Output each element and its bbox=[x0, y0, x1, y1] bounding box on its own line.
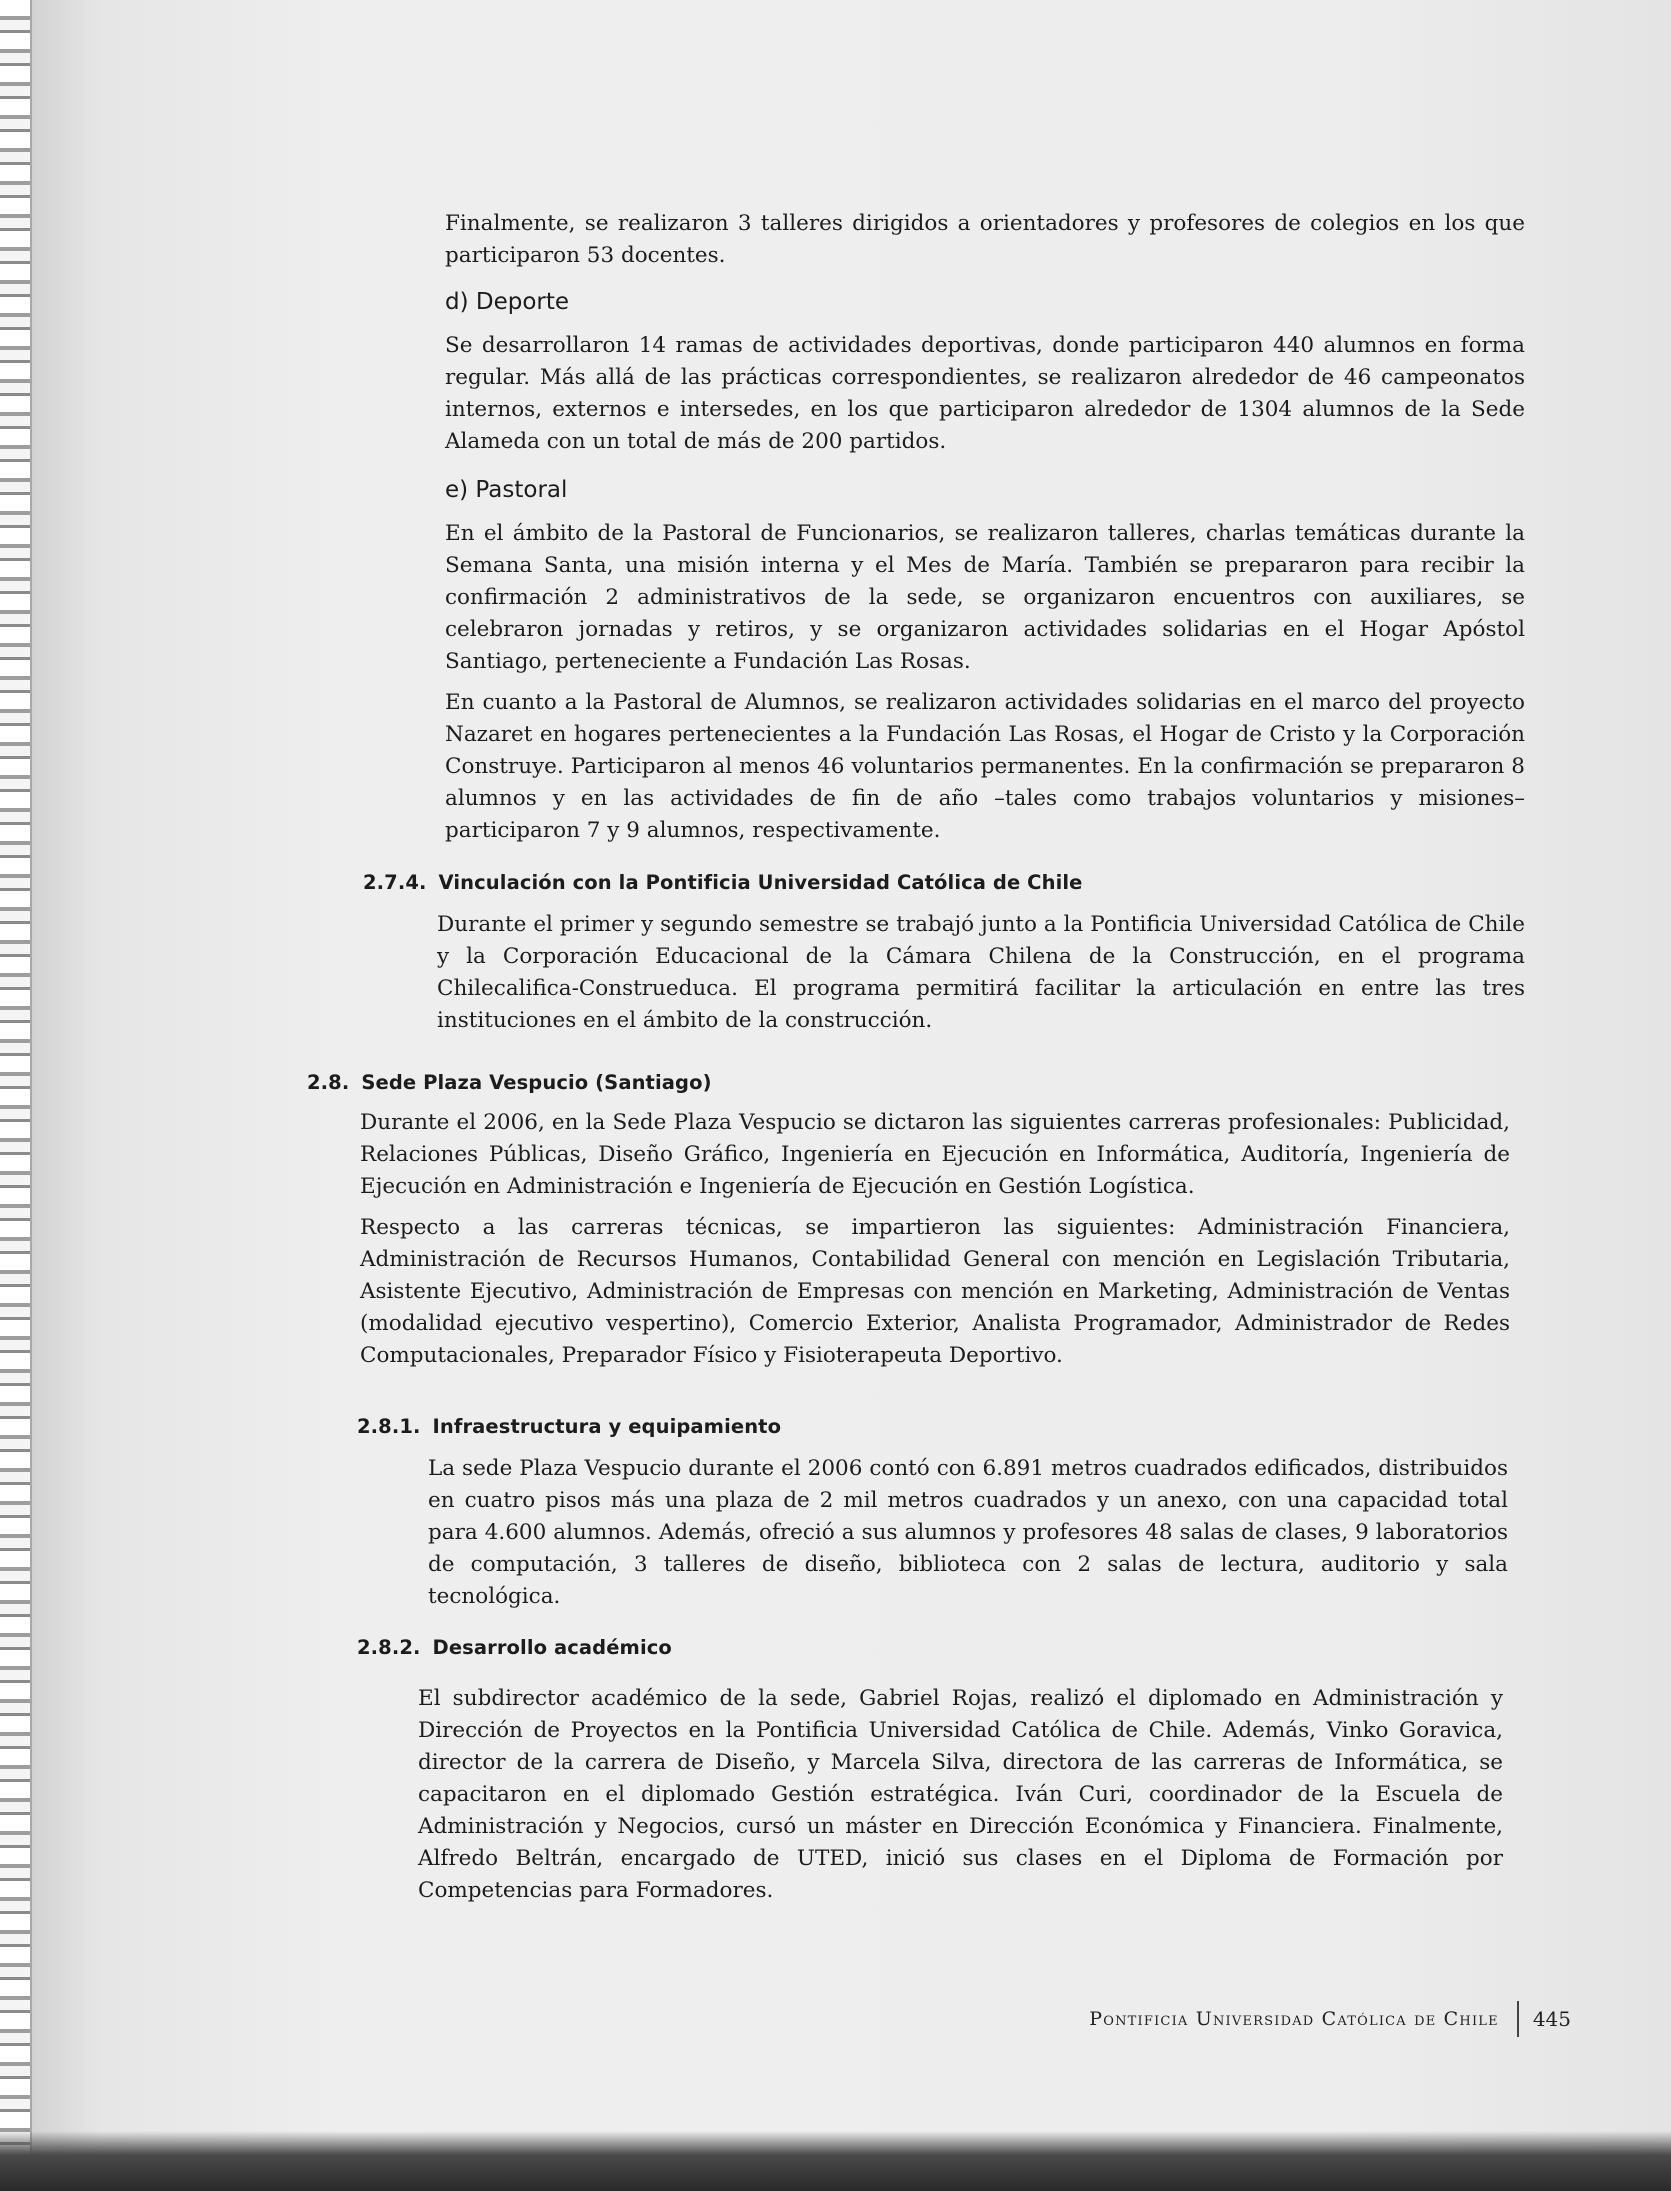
deporte-text: Se desarrollaron 14 ramas de actividades deportivas, donde participaron 440 alumnos en forma regular. Más allá de las prácticas correspondientes, se realizaron alrededor de 46 campeonatos internos, externos e intersedes, en los que participaron alrededor de 1304 alumnos de la Sede Alameda con un total de más de 200 partidos. bbox=[445, 333, 1525, 454]
page-footer bbox=[1089, 2001, 1571, 2037]
footer-organization: Pontificia Universidad Católica de Chile bbox=[1089, 2008, 1499, 2030]
section-2-7-4-body bbox=[437, 909, 1525, 1046]
section-2-8-heading bbox=[307, 1071, 712, 1094]
section-2-8-body bbox=[360, 1107, 1510, 1381]
pastoral-section bbox=[445, 518, 1525, 856]
section-2-8-1-body bbox=[428, 1453, 1508, 1622]
section-2-8-paragraph-1: Durante el 2006, en la Sede Plaza Vespucio se dictaron las siguientes carreras profesionales: Publicidad, Relaciones Públicas, Diseño Gráfico, Ingeniería en Ejecución en Informática, Auditoría, Ingeniería de Ejecución en Administración e Ingeniería de Ejecución en Gestión Logística. bbox=[360, 1110, 1510, 1199]
pastoral-paragraph-2: En cuanto a la Pastoral de Alumnos, se realizaron actividades solidarias en el marco del proyecto Nazaret en hogares pertenecientes a la Fundación Las Rosas, el Hogar de Cristo y la Corporación Construye. Participaron al menos 46 voluntarios permanentes. En la confirmación se prepararon 8 alumnos y en las actividades de fin de año –tales como trabajos voluntarios y misiones– participaron 7 y 9 alumnos, respectivamente. bbox=[445, 690, 1525, 843]
section-2-7-4-heading bbox=[363, 871, 1082, 894]
section-2-8-1-heading bbox=[357, 1415, 781, 1438]
section-2-8-2-text: El subdirector académico de la sede, Gabriel Rojas, realizó el diplomado en Administración y Dirección de Proyectos en la Pontificia Universidad Católica de Chile. Además, Vinko Goravica, director de la carrera de Diseño, y Marcela Silva, directora de las carreras de Informática, se capacitaron en el diplomado Gestión estratégica. Iván Curi, coordinador de la Escuela de Administración y Negocios, cursó un máster en Dirección Económica y Financiera. Finalmente, Alfredo Beltrán, encargado de UTED, inició sus clases en el Diploma de Formación por Competencias para Formadores. bbox=[418, 1686, 1503, 1903]
section-number: 2.8.1. bbox=[357, 1415, 421, 1438]
deporte-title: d) Deporte bbox=[445, 289, 570, 315]
section-title: Vinculación con la Pontificia Universidad Católica de Chile bbox=[438, 871, 1083, 894]
section-number: 2.7.4. bbox=[363, 871, 427, 894]
section-2-8-2-body bbox=[418, 1683, 1503, 1916]
section-2-8-2-heading bbox=[357, 1636, 672, 1659]
page-number: 445 bbox=[1532, 2007, 1571, 2031]
deporte-section bbox=[445, 330, 1525, 467]
pastoral-title: e) Pastoral bbox=[445, 477, 568, 503]
section-title: Infraestructura y equipamiento bbox=[432, 1415, 782, 1438]
section-number: 2.8.2. bbox=[357, 1636, 421, 1659]
section-number: 2.8. bbox=[307, 1071, 350, 1094]
spiral-binding bbox=[0, 0, 32, 2191]
pastoral-paragraph-1: En el ámbito de la Pastoral de Funcionarios, se realizaron talleres, charlas temáticas durante la Semana Santa, una misión interna y el Mes de María. También se prepararon para recibir la confirmación 2 administrativos de la sede, se organizaron encuentros con auxiliares, se celebraron jornadas y retiros, y se organizaron actividades solidarias en el Hogar Apóstol Santiago, perteneciente a Fundación Las Rosas. bbox=[445, 521, 1525, 674]
section-2-8-paragraph-2: Respecto a las carreras técnicas, se impartieron las siguientes: Administración Financiera, Administración de Recursos Humanos, Contabilidad General con mención en Legislación Tributaria, Asistente Ejecutivo, Administración de Empresas con mención en Marketing, Administración de Ventas (modalidad ejecutivo vespertino), Comercio Exterior, Analista Programador, Administrador de Redes Computacionales, Preparador Físico y Fisioterapeuta Deportivo. bbox=[360, 1215, 1510, 1368]
section-2-7-4-text: Durante el primer y segundo semestre se trabajó junto a la Pontificia Universidad Católica de Chile y la Corporación Educacional de la Cámara Chilena de la Construcción, en el programa Chilecalifica-Construeduca. El programa permitirá facilitar la articulación en entre las tres instituciones en el ámbito de la construcción. bbox=[437, 912, 1525, 1033]
intro-text: Finalmente, se realizaron 3 talleres dirigidos a orientadores y profesores de colegios en los que participaron 53 docentes. bbox=[445, 211, 1525, 268]
intro-paragraph bbox=[445, 208, 1525, 281]
section-2-8-1-text: La sede Plaza Vespucio durante el 2006 contó con 6.891 metros cuadrados edificados, distribuidos en cuatro pisos más una plaza de 2 mil metros cuadrados y un anexo, con una capacidad total para 4.600 alumnos. Además, ofreció a sus alumnos y profesores 48 salas de clases, 9 laboratorios de computación, 3 talleres de diseño, biblioteca con 2 salas de lectura, auditorio y sala tecnológica. bbox=[428, 1456, 1508, 1609]
footer-divider bbox=[1517, 2001, 1519, 2037]
section-title: Sede Plaza Vespucio (Santiago) bbox=[361, 1071, 712, 1094]
scan-bottom-shadow bbox=[0, 2131, 1671, 2191]
section-title: Desarrollo académico bbox=[432, 1636, 672, 1659]
